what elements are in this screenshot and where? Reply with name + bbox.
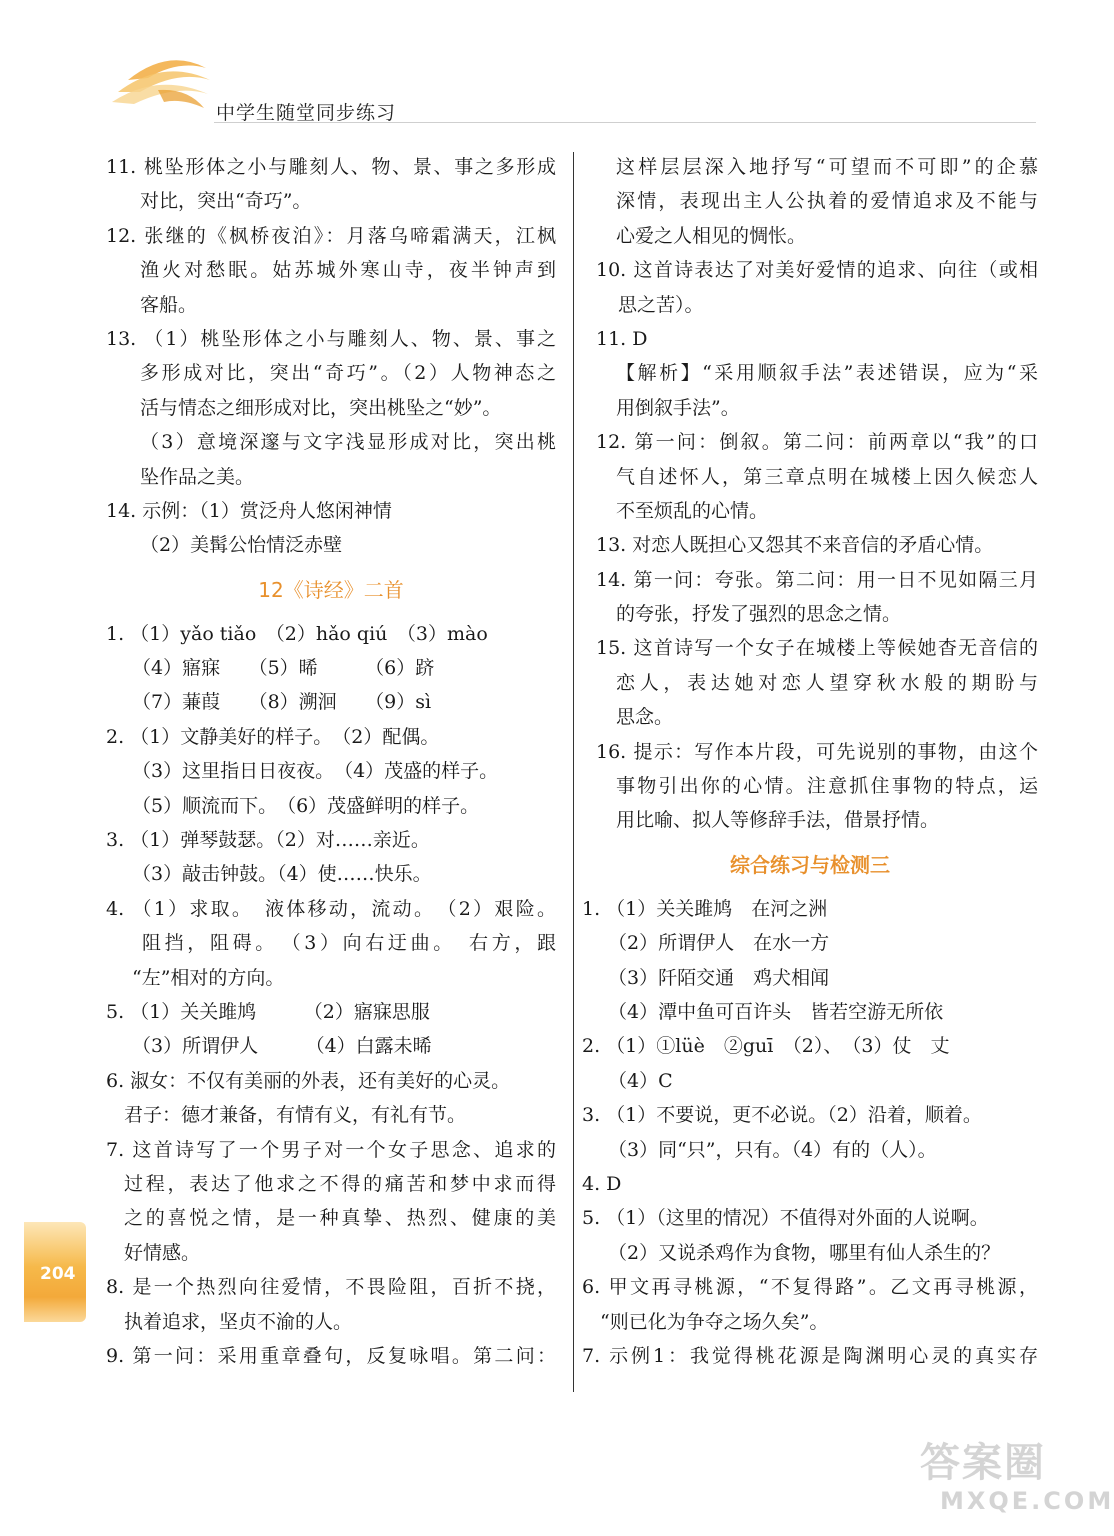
answer-line: （2）美髯公怡情泛赤壁	[140, 534, 343, 557]
answer-line: 14. 第一问：夸张。第二问：用一日不见如隔三月	[596, 568, 1038, 591]
page-number: 204	[40, 1264, 76, 1284]
answer-line: 2. （1）文静美好的样子。 （2）配偶。	[106, 725, 440, 748]
watermark-en: MXQE.COM	[940, 1487, 1114, 1515]
answer-line: 13. 对恋人既担心又怨其不来音信的矛盾心情。	[596, 534, 994, 557]
answer-line: （3）阡陌交通 鸡犬相闻	[608, 966, 830, 989]
answer-line: 1. （1）yǎo tiǎo （2）hǎo qiú （3）mào	[106, 622, 488, 645]
answer-line: 客船。	[140, 293, 198, 316]
answer-line: 对比，突出“奇巧”。	[140, 190, 312, 213]
answer-line: 的夸张，抒发了强烈的思念之情。	[616, 603, 902, 626]
answer-line: 1. （1）关关雎鸠 在河之洲	[582, 897, 828, 920]
answer-line: 【解析】“采用顺叙手法”表述错误，应为“采	[616, 362, 1038, 385]
answer-line: 15. 这首诗写一个女子在城楼上等候她杳无音信的	[596, 637, 1038, 660]
answer-line: 思之苦）。	[618, 293, 704, 316]
answer-line: 14. 示例：（1）赏泛舟人悠闲神情	[106, 499, 392, 522]
answer-line: 用倒叙手法”。	[616, 396, 740, 419]
answer-line: （4）C	[608, 1069, 673, 1092]
left-column	[106, 150, 556, 1373]
section-heading: 12《诗经》二首	[258, 577, 404, 602]
answer-line: 8. 是一个热烈向往爱情，不畏险阻，百折不挠，	[106, 1276, 556, 1299]
answer-line: 4. （1）求取。 液体移动，流动。 （2）艰险。	[106, 897, 556, 920]
answer-line: 不至烦乱的心情。	[616, 499, 769, 522]
answer-line: 活与情态之细形成对比，突出桃坠之“妙”。	[140, 396, 502, 419]
answer-line: 之的喜悦之情，是一种真挚、热烈、健康的美	[124, 1207, 556, 1230]
answer-line: 5. （1）（这里的情况）不值得对外面的人说啊。	[582, 1207, 989, 1230]
answer-line: 思念。	[616, 706, 674, 729]
answer-line: 恋人，表达她对恋人望穿秋水般的期盼与	[616, 671, 1038, 694]
header-title: 中学生随堂同步练习	[216, 102, 397, 124]
answer-line: 3. （1）弹琴鼓瑟。（2）对……亲近。	[106, 829, 430, 852]
answer-line: （4）寤寐 （5）晞 （6）跻	[132, 657, 435, 680]
answer-line: 11. D	[596, 327, 648, 350]
answer-line: 用比喻、拟人等修辞手法，借景抒情。	[616, 809, 940, 832]
answer-line: 12. 张继的《枫桥夜泊》：月落乌啼霜满天，江枫	[106, 224, 556, 247]
answer-line: （5）顺流而下。 （6）茂盛鲜明的样子。	[132, 794, 480, 817]
answer-line: 阻挡，阻碍。 （3）向右迂曲。 右方，跟	[142, 932, 556, 955]
answer-line: 多形成对比，突出“奇巧”。（2）人物神态之	[140, 362, 556, 385]
answer-line: 12. 第一问：倒叙。第二问：前两章以“我”的口	[596, 431, 1038, 454]
answer-line: 深情，表现出主人公执着的爱情追求及不能与	[616, 190, 1038, 213]
answer-line: （3）同“只”，只有。（4）有的（人）。	[608, 1138, 937, 1161]
answer-line: （3）这里指日日夜夜。 （4）茂盛的样子。	[132, 760, 499, 783]
answer-line: （4）潭中鱼可百许头 皆若空游无所依	[608, 1000, 944, 1023]
answer-line: 过程，表达了他求之不得的痛苦和梦中求而得	[124, 1172, 556, 1195]
answer-line: 11. 桃坠形体之小与雕刻人、物、景、事之多形成	[106, 156, 556, 178]
answer-line: 渔火对愁眠。姑苏城外寒山寺，夜半钟声到	[140, 259, 556, 282]
answer-line: 3. （1）不要说，更不必说。（2）沿着，顺着。	[582, 1104, 982, 1127]
answer-line: 9. 第一问：采用重章叠句，反复咏唱。第二问：	[106, 1344, 556, 1367]
column-divider	[573, 152, 574, 1392]
answer-line: 执着追求，坚贞不渝的人。	[124, 1310, 353, 1333]
answer-line: 好情感。	[124, 1241, 201, 1264]
answer-line: “左”相对的方向。	[132, 966, 285, 989]
answer-line: 事物引出你的心情。注意抓住事物的特点，运	[616, 775, 1038, 798]
answer-line: 10. 这首诗表达了对美好爱情的追求、向往（或相	[596, 259, 1038, 282]
answer-line: （2）所谓伊人 在水一方	[608, 932, 830, 955]
right-column	[582, 150, 1038, 1373]
answer-line: 7. 这首诗写了一个男子对一个女子思念、追求的	[106, 1138, 556, 1161]
answer-line: 6. 甲文再寻桃源，“不复得路”。乙文再寻桃源，	[582, 1276, 1038, 1299]
answer-line: “则已化为争夺之场久矣”。	[600, 1310, 829, 1333]
answer-line: 坠作品之美。	[140, 465, 255, 488]
answer-line: 16. 提示：写作本片段，可先说别的事物，由这个	[596, 740, 1038, 763]
answer-line: 4. D	[582, 1172, 622, 1195]
answer-line: 5. （1）关关雎鸠 （2）寤寐思服	[106, 1000, 430, 1023]
answer-line: 这样层层深入地抒写“可望而不可即”的企慕	[616, 156, 1038, 178]
header-rule	[214, 122, 1036, 123]
answer-line: 气自述怀人，第三章点明在城楼上因久候恋人	[616, 465, 1038, 488]
section-heading: 综合练习与检测三	[730, 852, 890, 877]
answer-line: 君子：德才兼备，有情有义，有礼有节。	[124, 1104, 467, 1127]
watermark	[920, 1440, 1114, 1530]
answer-line: 6. 淑女：不仅有美丽的外表，还有美好的心灵。	[106, 1069, 511, 1092]
answer-line: （2）又说杀鸡作为食物，哪里有仙人杀生的？	[608, 1241, 1001, 1264]
answer-line: （3）意境深邃与文字浅显形成对比，突出桃	[140, 431, 556, 454]
answer-line: （3）敲击钟鼓。（4）使……快乐。	[132, 863, 432, 886]
answer-line: 13. （1）桃坠形体之小与雕刻人、物、景、事之	[106, 327, 556, 350]
answer-line: 7. 示例1：我觉得桃花源是陶渊明心灵的真实存	[582, 1344, 1038, 1367]
answer-line: 心爱之人相见的惆怅。	[616, 224, 807, 247]
answer-line: （7）蒹葭 （8）溯洄 （9）sì	[132, 691, 432, 714]
watermark-cn: 答案圈	[920, 1440, 1046, 1486]
answer-line: 2. （1）①lüè ②guī （2）、 （3）仗 丈	[582, 1035, 950, 1058]
publisher-logo	[108, 50, 218, 120]
answer-line: （3）所谓伊人 （4）白露未晞	[132, 1035, 432, 1058]
